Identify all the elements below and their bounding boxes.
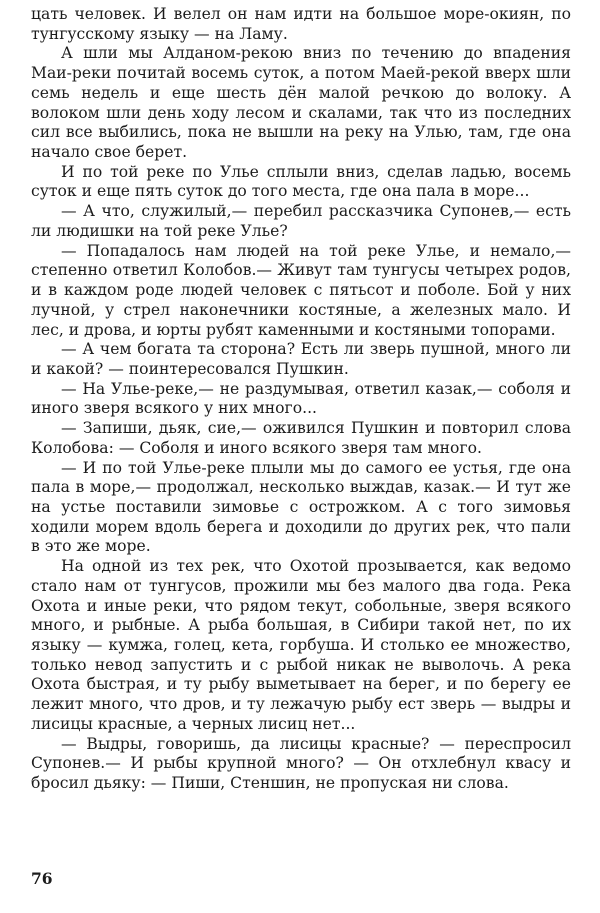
paragraph-1: цать человек. И велел он нам идти на большое море-окиян, по тунгусскому языку — на Ламу. xyxy=(31,5,571,43)
paragraph-9: — И по той Улье-реке плыли мы до самого ее устья, где она пала в море,— продолжал, несколько выждав, казак.— И тут же на устье поставили зимовье с острожком. А с того зимовья ходили морем вдоль берега и доходили до других рек, что пали в это же море. xyxy=(31,458,571,556)
paragraph-4: — А что, служилый,— перебил рассказчика Супонев,— есть ли людишки на той реке Улье? xyxy=(31,202,571,240)
paragraph-2: А шли мы Алданом-рекою вниз по течению до впадения Маи-реки почитай восемь суток, а потом Маей-рекой вверх шли семь недель и еще шесть дён малой речкою до волоку. А волоком шли день ходу лесом и скалами, так что из последних сил все выбились, пока не вышли на реку на Улью, там, где она начало свое берет. xyxy=(31,44,571,162)
page-body xyxy=(31,5,571,794)
paragraph-6: — А чем богата та сторона? Есть ли зверь пушной, много ли и какой? — поинтересовался Пушкин. xyxy=(31,340,571,378)
paragraph-3: И по той реке по Улье сплыли вниз, сделав ладью, восемь суток и еще пять суток до того места, где она пала в море... xyxy=(31,162,571,201)
paragraph-11: — Выдры, говоришь, да лисицы красные? — переспросил Супонев.— И рыбы крупной много? — Он отхлебнул квасу и бросил дьяку: — Пиши, Стеншин, не пропуская ни слова. xyxy=(31,734,571,793)
paragraph-10: На одной из тех рек, что Охотой прозывается, как ведомо стало нам от тунгусов, прожили мы без малого два года. Река Охота и иные реки, что рядом текут, собольные, зверя всякого много, и рыбные. А рыба большая, в Сибири такой нет, по их языку — кумжа, голец, кета, горбуша. И столько ее множество, только невод запустить и с рыбой никак не выволочь. А река Охота быстрая, и ту рыбу выметывает на берег, и по берегу ее лежит много, что дров, и ту лежачую рыбу ест зверь — выдры и лисицы красные, а черных лисиц нет... xyxy=(31,557,571,733)
paragraph-8: — Запиши, дьяк, сие,— оживился Пушкин и повторил слова Колобова: — Соболя и иного всякого зверя там много. xyxy=(31,419,571,457)
paragraph-7: — На Улье-реке,— не раздумывая, ответил казак,— соболя и иного зверя всякого у них много... xyxy=(31,379,571,418)
paragraph-5: — Попадалось нам людей на той реке Улье, и немало,— степенно ответил Колобов.— Живут там тунгусы четырех родов, и в каждом роде людей человек с пятьсот и поболе. Бой у них лучной, у стрел наконечники костяные, а железных мало. И лес, и дрова, и юрты рубят каменными и костяными топорами. xyxy=(31,241,571,339)
page-number: 76 xyxy=(31,869,53,888)
